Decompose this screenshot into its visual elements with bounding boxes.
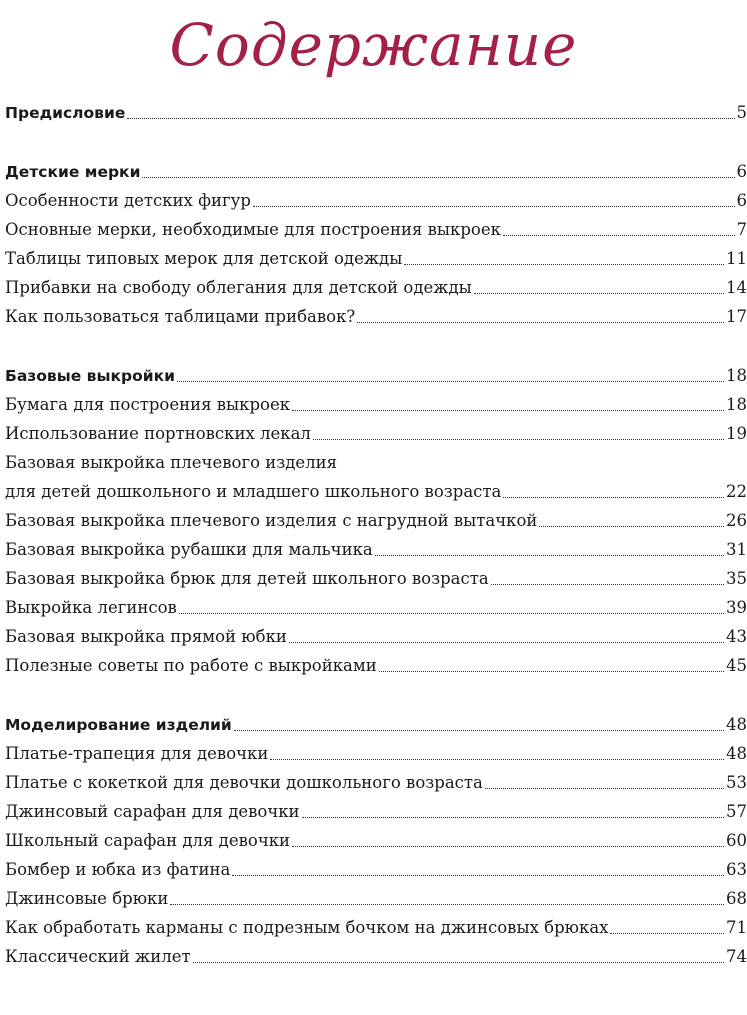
toc-entry-page: 17 — [726, 307, 747, 326]
dot-leader — [375, 555, 724, 556]
toc-entry[interactable] — [5, 649, 747, 677]
toc-entry[interactable] — [5, 795, 747, 823]
toc-entry[interactable] — [5, 737, 747, 765]
toc-entry[interactable] — [5, 446, 747, 474]
dot-leader — [292, 410, 724, 411]
dot-leader — [539, 526, 724, 527]
toc-entry-label: Полезные советы по работе с выкройками — [5, 656, 377, 675]
toc-entry[interactable] — [5, 911, 747, 939]
toc-entry-label: Бумага для построения выкроек — [5, 395, 291, 414]
toc-entry-page: 7 — [736, 220, 747, 239]
toc-entry-label: Прибавки на свободу облегания для детской одежды — [5, 278, 472, 297]
toc-entry-label: Джинсовые брюки — [5, 889, 169, 908]
toc-entry-page: 60 — [726, 831, 747, 850]
toc-entry-label: Базовые выкройки — [5, 367, 175, 385]
toc-entry-label: Как пользоваться таблицами прибавок? — [5, 307, 356, 326]
dot-leader — [474, 293, 724, 294]
toc-entry-page: 35 — [726, 569, 747, 588]
toc-entry[interactable] — [5, 475, 747, 503]
toc-entry[interactable] — [5, 882, 747, 910]
dot-leader — [170, 904, 724, 905]
toc-entry-page: 71 — [726, 918, 747, 937]
toc-entry-label: Базовая выкройка прямой юбки — [5, 627, 287, 646]
toc-entry-page: 74 — [726, 947, 747, 966]
toc-entry-label: Моделирование изделий — [5, 716, 232, 734]
dot-leader — [379, 671, 724, 672]
toc-entry[interactable] — [5, 213, 747, 241]
toc-entry-label: Использование портновских лекал — [5, 424, 311, 443]
toc-entry[interactable] — [5, 242, 747, 270]
toc-entry[interactable] — [5, 620, 747, 648]
dot-leader — [177, 381, 724, 382]
toc-entry-page: 43 — [726, 627, 747, 646]
toc-entry[interactable] — [5, 591, 747, 619]
toc-entry-label: Базовая выкройка рубашки для мальчика — [5, 540, 373, 559]
toc-entry-page: 26 — [726, 511, 747, 530]
toc-entry[interactable] — [5, 708, 747, 736]
toc-entry-page: 14 — [726, 278, 747, 297]
toc-entry-label: Бомбер и юбка из фатина — [5, 860, 231, 879]
page-title: Содержание — [169, 11, 578, 79]
toc-entry[interactable] — [5, 766, 747, 794]
toc-entry-page: 5 — [736, 103, 747, 122]
toc-entry-page: 6 — [736, 191, 747, 210]
toc-entry-label: Таблицы типовых мерок для детской одежды — [5, 249, 403, 268]
toc-entry-label: Джинсовый сарафан для девочки — [5, 802, 300, 821]
toc-entry-page: 22 — [726, 482, 747, 501]
toc-entry-label: Базовая выкройка плечевого изделия — [5, 453, 338, 472]
dot-leader — [289, 642, 724, 643]
dot-leader — [313, 439, 724, 440]
toc-entry[interactable] — [5, 155, 747, 183]
toc-entry-page: 63 — [726, 860, 747, 879]
dot-leader — [270, 759, 724, 760]
dot-leader — [253, 206, 735, 207]
dot-leader — [234, 730, 724, 731]
toc-entry[interactable] — [5, 533, 747, 561]
toc-entry-label: Особенности детских фигур — [5, 191, 251, 210]
toc-entry[interactable] — [5, 940, 747, 968]
toc-entry-label: Базовая выкройка плечевого изделия с нагрудной вытачкой — [5, 511, 538, 530]
dot-leader — [127, 118, 734, 119]
dot-leader — [232, 875, 724, 876]
toc-entry-label: Основные мерки, необходимые для построения выкроек — [5, 220, 501, 239]
dot-leader — [491, 584, 724, 585]
toc-entry[interactable] — [5, 271, 747, 299]
toc-entry[interactable] — [5, 359, 747, 387]
toc-entry-label: Предисловие — [5, 104, 126, 122]
toc-entry-page: 45 — [726, 656, 747, 675]
toc-entry[interactable] — [5, 504, 747, 532]
toc-entry[interactable] — [5, 853, 747, 881]
toc-entry[interactable] — [5, 388, 747, 416]
toc-entry-label: Классический жилет — [5, 947, 191, 966]
toc-entry-label: Выкройка легинсов — [5, 598, 177, 617]
toc-entry-page: 48 — [726, 744, 747, 763]
toc-entry-page: 53 — [726, 773, 747, 792]
toc-entry-page: 11 — [726, 249, 747, 268]
toc-entry-label: Платье с кокеткой для девочки дошкольного возраста — [5, 773, 483, 792]
toc-entry-page: 68 — [726, 889, 747, 908]
toc-entry-page: 19 — [726, 424, 747, 443]
toc-entry-label: Детские мерки — [5, 163, 141, 181]
toc-entry[interactable] — [5, 824, 747, 852]
dot-leader — [357, 322, 724, 323]
toc-entry[interactable] — [5, 562, 747, 590]
toc-entry[interactable] — [5, 184, 747, 212]
toc-entry-page: 48 — [726, 715, 747, 734]
toc-entry-label: Базовая выкройка брюк для детей школьного возраста — [5, 569, 489, 588]
dot-leader — [503, 497, 724, 498]
toc-entry[interactable] — [5, 300, 747, 328]
toc-entry-label: для детей дошкольного и младшего школьного возраста — [5, 482, 502, 501]
toc-entry-page: 31 — [726, 540, 747, 559]
toc-entry-page: 6 — [736, 162, 747, 181]
dot-leader — [610, 933, 724, 934]
dot-leader — [404, 264, 724, 265]
toc-entry-label: Платье-трапеция для девочки — [5, 744, 269, 763]
toc-entry-page: 57 — [726, 802, 747, 821]
toc-entry-page: 18 — [726, 366, 747, 385]
dot-leader — [302, 817, 724, 818]
toc-entry-label: Школьный сарафан для девочки — [5, 831, 291, 850]
toc-entry-page: 39 — [726, 598, 747, 617]
dot-leader — [503, 235, 735, 236]
dot-leader — [485, 788, 724, 789]
toc-entry-page: 18 — [726, 395, 747, 414]
dot-leader — [292, 846, 724, 847]
dot-leader — [179, 613, 724, 614]
toc-entry-label: Как обработать карманы с подрезным бочком на джинсовых брюках — [5, 918, 609, 937]
toc-entry[interactable] — [5, 417, 747, 445]
dot-leader — [142, 177, 734, 178]
dot-leader — [193, 962, 724, 963]
toc-entry[interactable] — [5, 96, 747, 124]
